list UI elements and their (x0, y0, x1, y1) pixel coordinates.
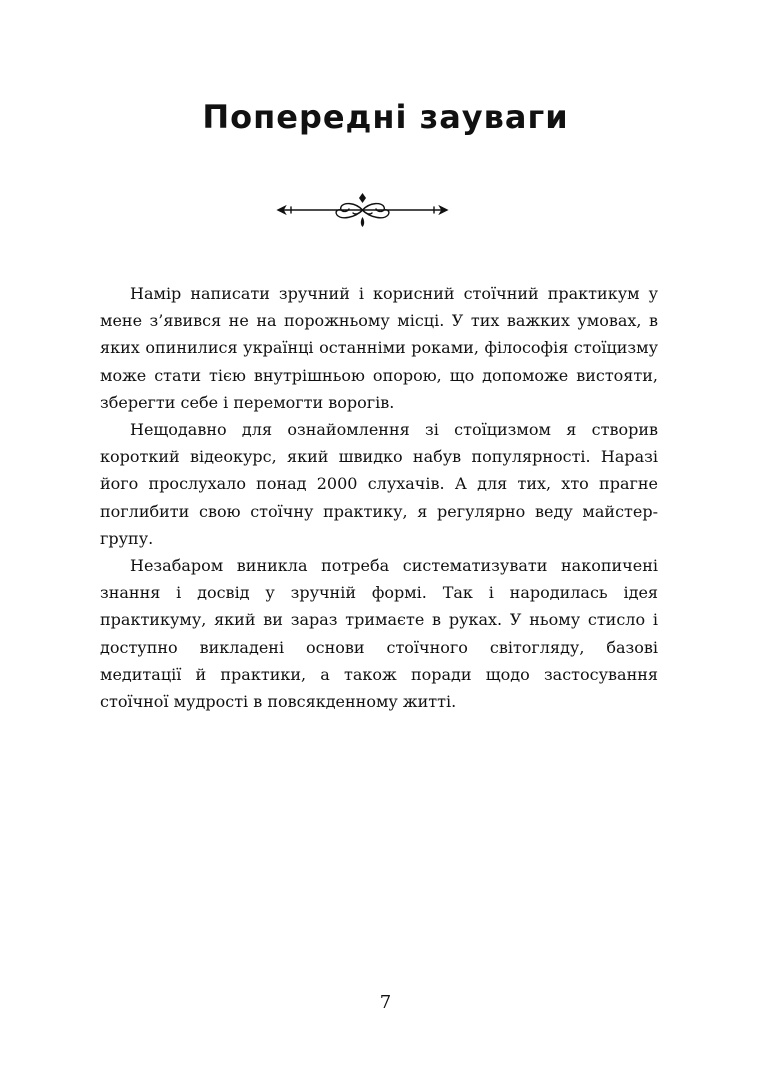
paragraph-1: Намір написати зручний і корисний стоїчний практикум у мене з’явився не на порожньому місці. У тих важких умовах, в яких опинилися українці останніми роками, філософія стоїцизму може стати тією внутрішньою опорою, що допоможе вистояти, зберегти себе і перемогти ворогів. (100, 284, 658, 412)
flourish-divider-icon (275, 190, 450, 230)
page-number: 7 (379, 992, 392, 1013)
chapter-title: Попередні зауваги (202, 98, 569, 136)
body-text (100, 280, 658, 715)
paragraph-2: Нещодавно для ознайомлення зі стоїцизмом я створив короткий відеокурс, який швидко набув популярності. Наразі його прослухало понад 2000 слухачів. А для тих, хто прагне поглибити свою стоїчну практику, я регулярно веду майстер-групу. (100, 420, 658, 548)
paragraph-3: Незабаром виникла потреба систематизувати накопичені знання і досвід у зручній формі. Так і народилась ідея практикуму, який ви зараз тримаєте в руках. У ньому стисло і доступно викладені основи стоїчного світогляду, базові медитації й практики, а також поради щодо застосування стоїчної мудрості в повсякденному житті. (100, 556, 658, 712)
